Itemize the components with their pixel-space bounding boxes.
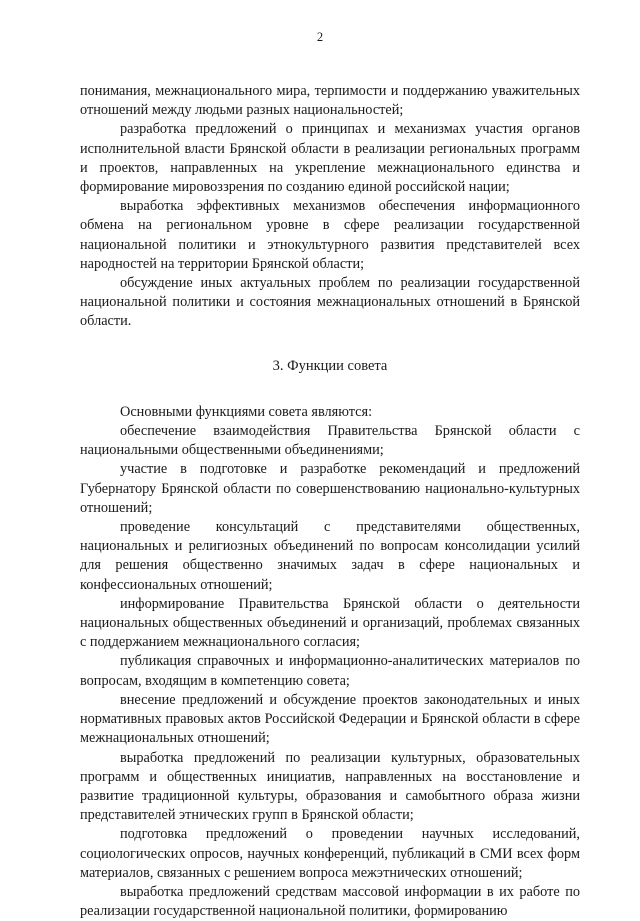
section-heading: 3. Функции совета xyxy=(272,357,388,374)
paragraph: выработка предложений по реализации культурных, образовательных программ и общественных инициатив, направленных на восстановление и развитие традиционной культуры, образования и самобытного образа жизни представителей этнических групп в Брянской области; xyxy=(80,749,580,824)
paragraph: внесение предложений и обсуждение проектов законодательных и иных нормативных правовых актов Российской Федерации и Брянской области в сфере межнациональных отношений; xyxy=(80,691,580,747)
paragraph: подготовка предложений о проведении научных исследований, социологических опросов, научных конференций, публикаций в СМИ всех форм материалов, связанных с решением вопроса межэтнических отношений; xyxy=(80,826,580,881)
paragraph: информирование Правительства Брянской области о деятельности национальных общественных объединений и организаций, проблемах связанных с поддержанием межнационального согласия; xyxy=(80,595,580,651)
paragraph: Основными функциями совета являются: xyxy=(120,403,373,420)
page-number: 2 xyxy=(316,30,324,44)
paragraph: выработка эффективных механизмов обеспечения информационного обмена на региональном уровне в сфере реализации государственной национальной политики и этнокультурного развития представителей всех народностей на территории Брянской области; xyxy=(80,198,580,272)
paragraph: понимания, межнационального мира, терпимости и поддержанию уважительных отношений между людьми разных национальностей; xyxy=(80,83,580,119)
paragraph: выработка предложений средствам массовой информации в их работе по реализации государственной национальной политики, формированию xyxy=(80,883,580,920)
paragraph: разработка предложений о принципах и механизмах участия органов исполнительной власти Брянской области в реализации региональных программ и проектов, направленных на укрепление межнационального единства и формирование мировоззрения по созданию единой российской нации; xyxy=(80,121,580,196)
paragraph: участие в подготовке и разработке рекомендаций и предложений Губернатору Брянской области по совершенствованию национально-культурных отношений; xyxy=(80,461,580,516)
paragraph: проведение консультаций с представителями общественных, национальных и религиозных объединений по вопросам консолидации усилий для решения общественно значимых задач в сфере национальных и конфессиональных отношений; xyxy=(80,519,580,593)
paragraph: публикация справочных и информационно-аналитических материалов по вопросам, входящим в компетенцию совета; xyxy=(80,653,580,689)
document-body xyxy=(80,82,580,921)
paragraph: обеспечение взаимодействия Правительства Брянской области с национальными общественными объединениями; xyxy=(80,423,580,459)
paragraph: обсуждение иных актуальных проблем по реализации государственной национальной политики и состояния межнациональных отношений в Брянской области. xyxy=(80,275,580,330)
